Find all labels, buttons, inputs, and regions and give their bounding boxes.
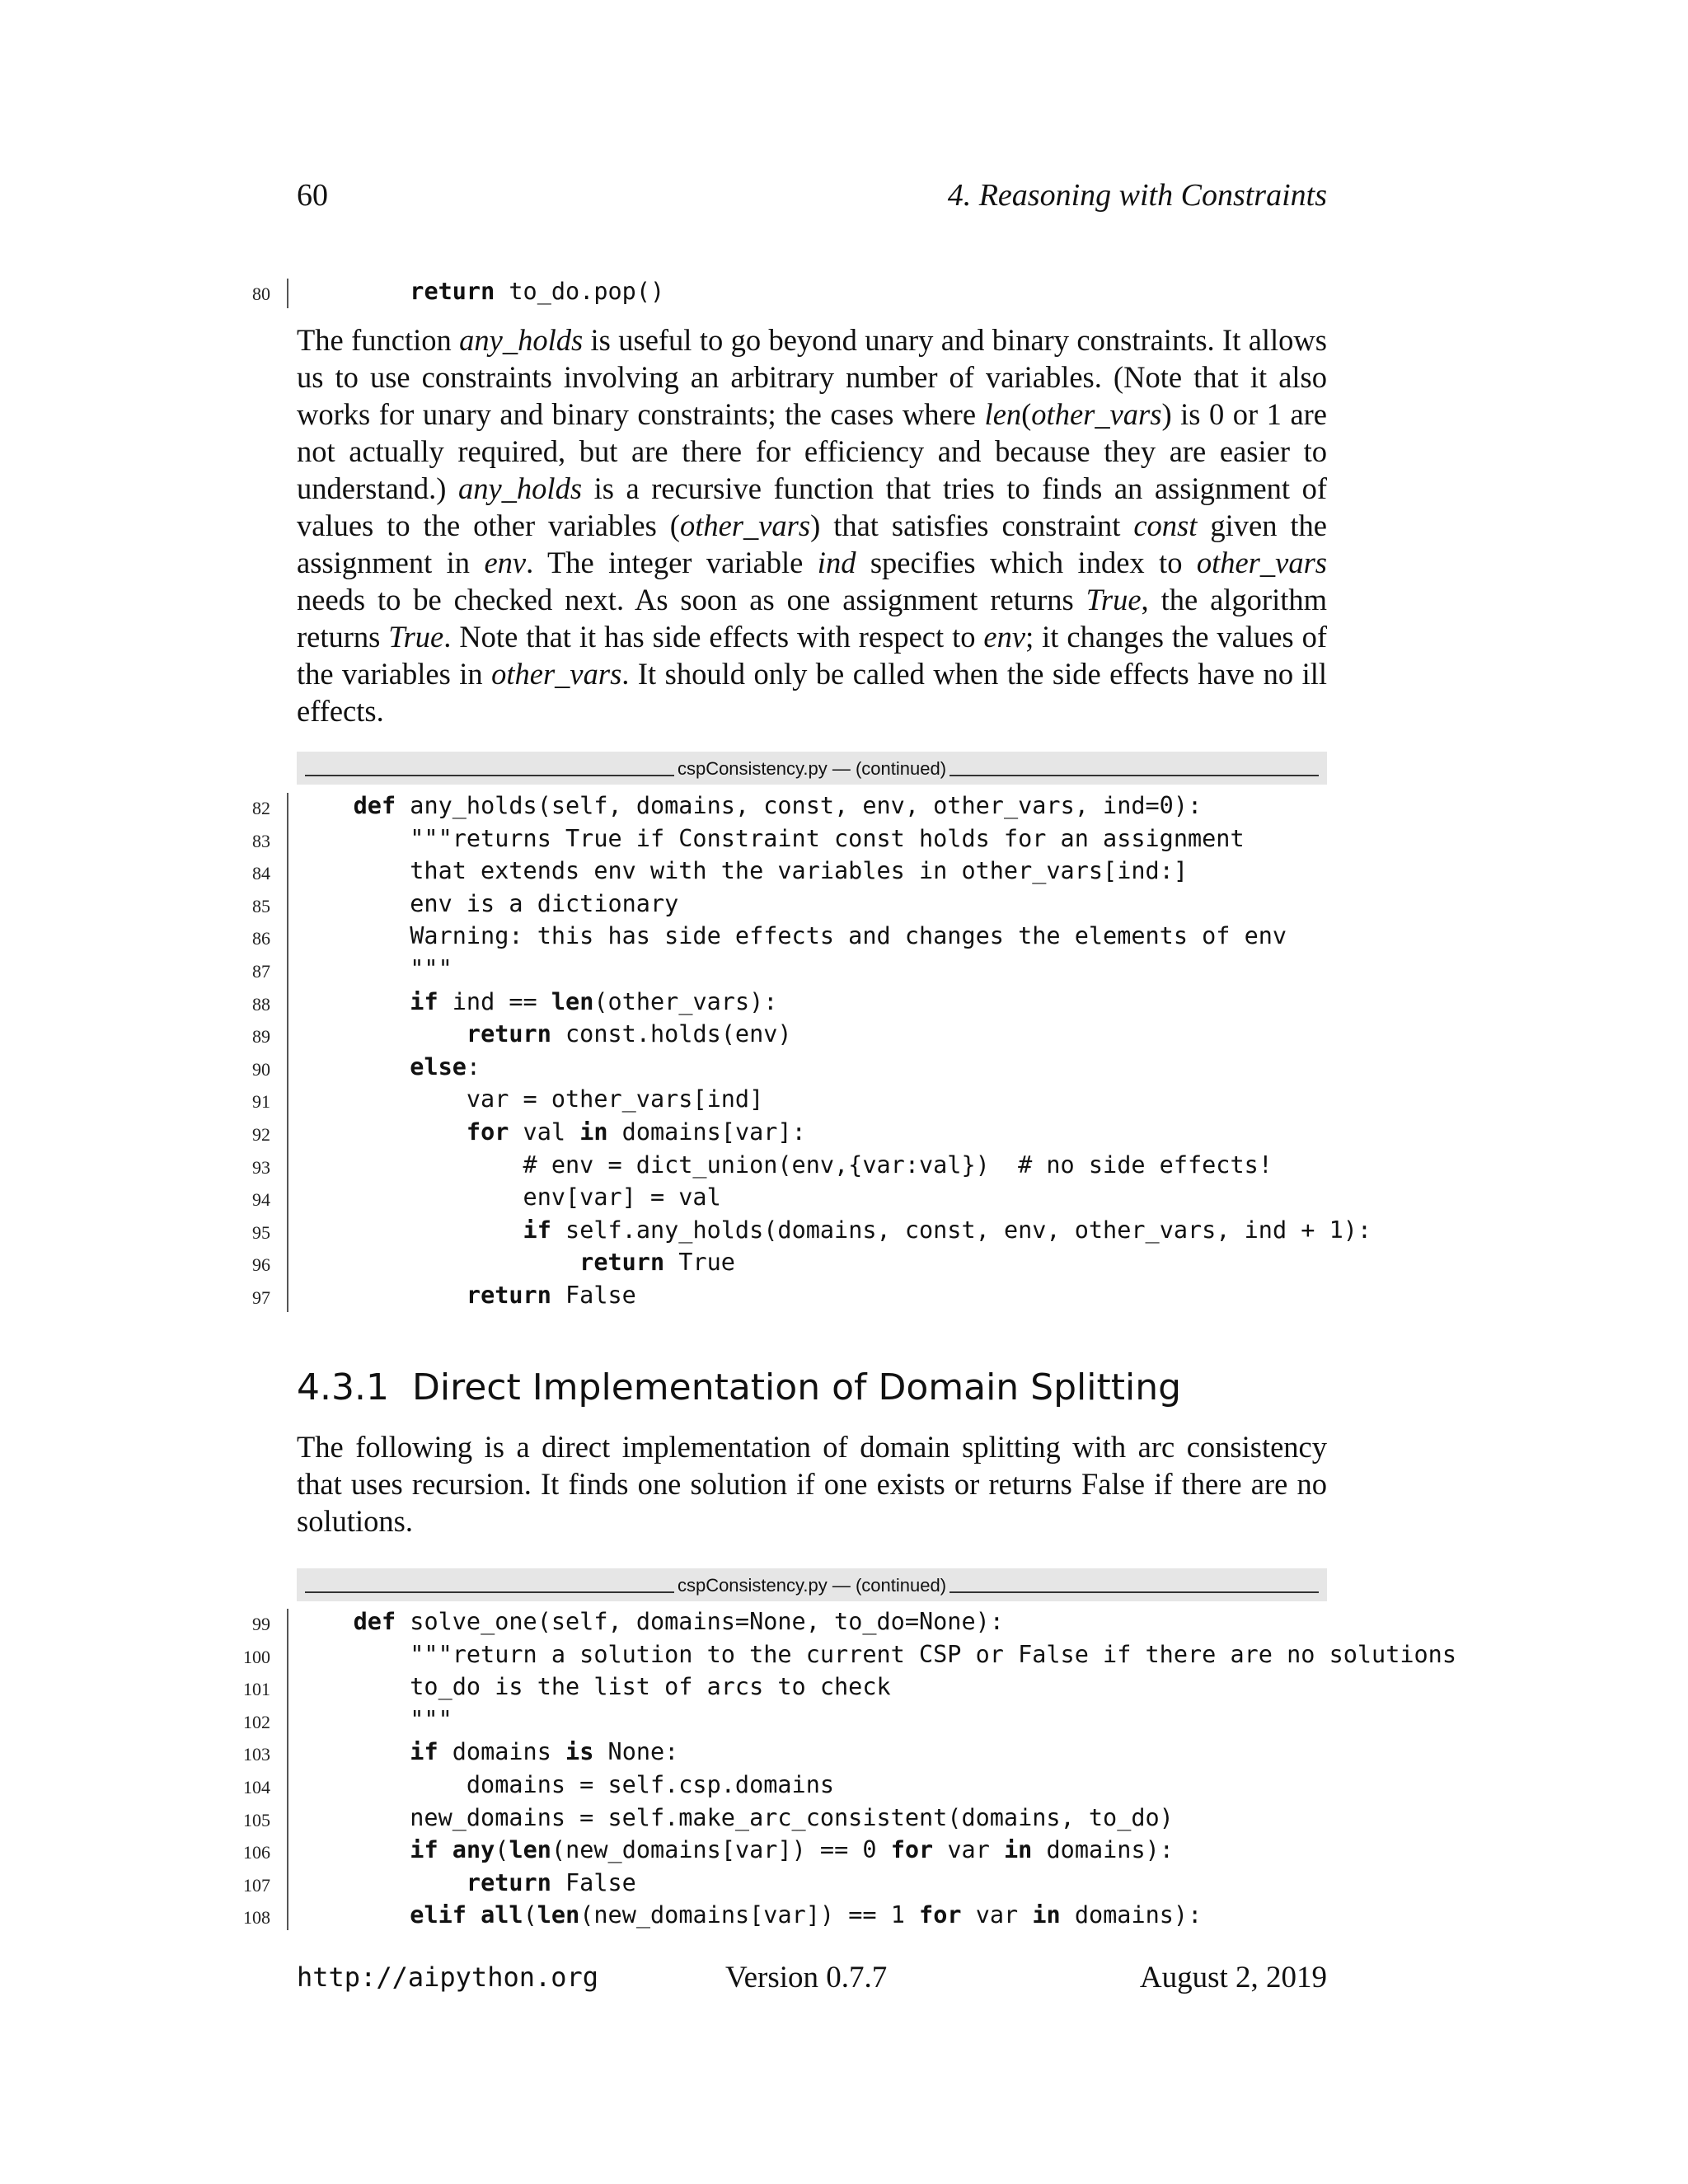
footer-version: Version 0.7.7 (725, 1961, 888, 1994)
line-number: 86 (252, 928, 270, 949)
page-footer (297, 1960, 1327, 2001)
section-title: Direct Implementation of Domain Splitting (411, 1366, 1182, 1408)
code-text: else: (410, 1052, 481, 1080)
line-number: 104 (243, 1776, 270, 1797)
code-filename: cspConsistency.py — (continued) (297, 758, 1327, 780)
code-margin-bar (287, 793, 288, 1312)
footer-date: August 2, 2019 (1139, 1961, 1327, 1994)
line-number: 100 (243, 1646, 270, 1667)
code-text: env[var] = val (297, 1183, 721, 1212)
line-number: 107 (243, 1874, 270, 1896)
line-number: 91 (252, 1091, 270, 1113)
code-text: """returns True if Constraint const holds for an assignment (297, 824, 1245, 852)
code-text: if ind == len(other_vars): (410, 987, 778, 1015)
line-number: 89 (252, 1026, 270, 1047)
paragraph-domain-splitting: The following is a direct implementation of domain splitting with arc consistency that uses recursion. It finds one solution if one exists or returns False if there are no solutions. (297, 1430, 1327, 1538)
code-filename-band (297, 752, 1327, 785)
line-number: 88 (252, 993, 270, 1015)
code-text: """ (297, 1705, 452, 1733)
line-number: 90 (252, 1058, 270, 1080)
code-text: to_do is the list of arcs to check (297, 1673, 891, 1701)
code-text: if self.any_holds(domains, const, env, other_vars, ind + 1): (523, 1216, 1372, 1244)
line-number: 84 (252, 863, 270, 884)
code-text: def any_holds(self, domains, const, env, other_vars, ind=0): (353, 792, 1203, 819)
paragraph-any-holds: The function any_holds is useful to go beyond unary and binary constraints. It allows us to use constraints involving an arbitrary number of variables. (Note that it also works for unary and binary constraints; the cases where len(other_vars) is 0 or 1 are not actually required, but are there for efficiency and because they are easier to understand.) any_holds is a recursive function that tries to finds an assignment of values to the other variables (other_vars) that satisfies constraint const given the assignment in env. The integer variable ind specifies which index to other_vars needs to be checked next. As soon as one assignment returns True, the algorithm returns True. Note that it has side effects with respect to env; it changes the values of the variables in other_vars. It should only be called when the side effects have no ill effects. (297, 323, 1328, 728)
line-number: 95 (252, 1221, 270, 1243)
code-text: elif all(len(new_domains[var]) == 1 for var in domains): (410, 1901, 1203, 1929)
code-text: for val in domains[var]: (466, 1118, 806, 1146)
line-number: 106 (243, 1842, 270, 1863)
chapter-title: 4. Reasoning with Constraints (947, 178, 1327, 213)
code-filename-band (297, 1568, 1327, 1601)
page-number: 60 (297, 178, 328, 213)
code-text: # env = dict_union(env,{var:val}) # no side effects! (297, 1151, 1273, 1179)
code-text: if any(len(new_domains[var]) == 0 for var in domains): (410, 1836, 1174, 1864)
line-number: 101 (243, 1679, 270, 1700)
code-margin-bar (287, 1609, 288, 1930)
code-text: var = other_vars[ind] (297, 1085, 764, 1113)
code-filename: cspConsistency.py — (continued) (297, 1575, 1327, 1596)
line-number: 92 (252, 1123, 270, 1145)
code-text: """ (297, 954, 452, 982)
footer-url[interactable]: http://aipython.org (297, 1961, 599, 1993)
code-text: return True (579, 1249, 735, 1277)
section-heading (297, 1366, 1181, 1408)
code-text: env is a dictionary (297, 889, 679, 917)
page-header (297, 177, 1327, 227)
line-number: 85 (252, 895, 270, 916)
line-number: 87 (252, 960, 270, 982)
code-text: if domains is None: (410, 1738, 679, 1766)
code-margin-bar (287, 279, 288, 308)
code-text: def solve_one(self, domains=None, to_do=None): (353, 1608, 1004, 1635)
code-text: return False (466, 1868, 636, 1896)
line-number: 94 (252, 1189, 270, 1211)
line-number: 96 (252, 1254, 270, 1276)
code-text: new_domains = self.make_arc_consistent(domains, to_do) (297, 1803, 1174, 1831)
line-number: 105 (243, 1809, 270, 1830)
line-number: 99 (252, 1614, 270, 1634)
code-text: that extends env with the variables in other_vars[ind:] (297, 857, 1188, 885)
code-text: Warning: this has side effects and changes the elements of env (297, 922, 1287, 950)
line-number: 83 (252, 830, 270, 851)
line-number: 108 (243, 1907, 270, 1929)
section-number: 4.3.1 (297, 1366, 389, 1408)
line-number: 80 (252, 284, 270, 304)
line-number: 102 (243, 1711, 270, 1732)
line-number: 82 (252, 798, 270, 818)
line-number: 97 (252, 1286, 270, 1308)
code-text: domains = self.csp.domains (297, 1770, 835, 1798)
code-text: """return a solution to the current CSP or False if there are no solutions (297, 1640, 1456, 1668)
code-text: return const.holds(env) (466, 1020, 792, 1048)
code-text: return to_do.pop() (410, 278, 665, 305)
line-number: 103 (243, 1744, 270, 1765)
line-number: 93 (252, 1156, 270, 1178)
code-text: return False (466, 1281, 636, 1309)
